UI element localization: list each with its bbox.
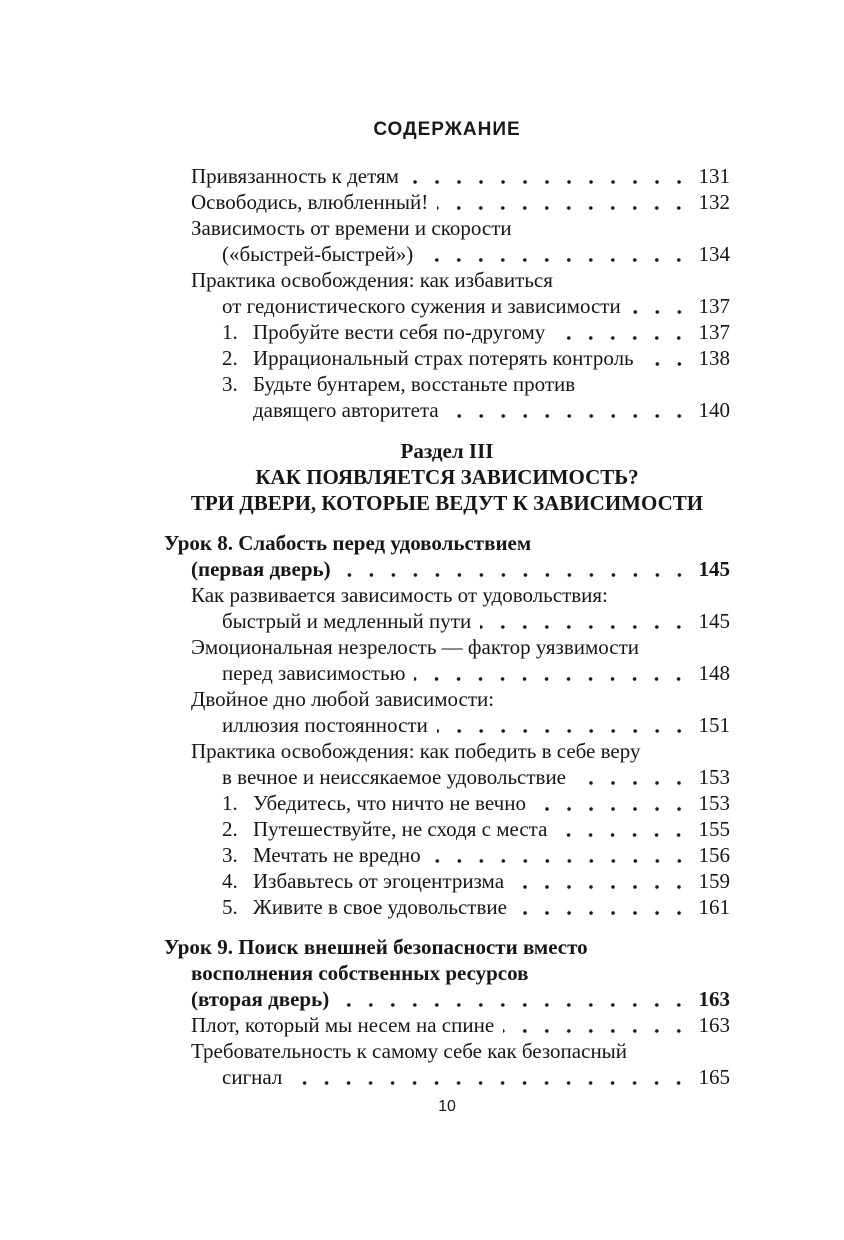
- entry-text: Избавьтесь от эгоцентризма: [253, 869, 505, 893]
- entry-text: Практика освобождения: как победить в себе веру: [191, 739, 641, 763]
- dot-leader: [414, 660, 690, 686]
- page-content: [164, 117, 730, 1090]
- toc-row: [164, 608, 730, 634]
- dot-leader: [437, 712, 690, 738]
- toc-row: [164, 660, 730, 686]
- entry-number: 3.: [222, 372, 238, 396]
- toc-row: [164, 556, 730, 582]
- section-heading-line: Раздел III: [400, 439, 494, 463]
- entry-text: Убедитесь, что ничто не вечно: [253, 791, 526, 815]
- toc-row: [164, 960, 730, 986]
- entries-block: [164, 163, 730, 423]
- toc-row: [164, 371, 730, 397]
- entry-text: Иррациональный страх потерять контроль: [253, 346, 634, 370]
- entries-block: [164, 934, 730, 1090]
- entry-number: 5.: [222, 895, 238, 919]
- entry-page-number: 138: [698, 346, 730, 370]
- toc-row: [164, 241, 730, 267]
- toc-row: [164, 868, 730, 894]
- entry-text: Урок 9. Поиск внешней безопасности вместо: [164, 935, 588, 959]
- entry-text: Живите в свое удовольствие: [253, 895, 507, 919]
- dot-leader: [430, 842, 690, 868]
- toc-row: [164, 764, 730, 790]
- dot-leader: [437, 189, 690, 215]
- entry-text: Зависимость от времени и скорости: [191, 216, 512, 240]
- dot-leader: [513, 868, 690, 894]
- entry-text: (вторая дверь): [191, 987, 330, 1011]
- entry-text: Требовательность к самому себе как безопасный: [191, 1039, 628, 1063]
- dot-leader: [503, 1012, 690, 1038]
- entry-page-number: 137: [698, 294, 730, 318]
- section-heading: [164, 438, 730, 516]
- entry-page-number: 151: [698, 713, 730, 737]
- dot-leader: [554, 319, 690, 345]
- dot-leader: [422, 241, 690, 267]
- entry-number: 2.: [222, 346, 238, 370]
- dot-leader: [575, 764, 690, 790]
- entry-page-number: 153: [698, 791, 730, 815]
- entry-text: Урок 8. Слабость перед удовольствием: [164, 531, 532, 555]
- entry-page-number: 163: [698, 987, 730, 1011]
- folio-page-number: 10: [438, 1098, 456, 1115]
- dot-leader: [338, 986, 690, 1012]
- entry-page-number: 163: [698, 1013, 730, 1037]
- entry-text: восполнения собственных ресурсов: [191, 961, 529, 985]
- dot-leader: [340, 556, 690, 582]
- dot-leader: [408, 163, 690, 189]
- toc-row: [164, 790, 730, 816]
- toc-row: [164, 345, 730, 371]
- entry-page-number: 156: [698, 843, 730, 867]
- entry-number: 3.: [222, 843, 238, 867]
- toc-row: [164, 397, 730, 423]
- entry-text: Практика освобождения: как избавиться: [191, 268, 553, 292]
- toc-row: [164, 319, 730, 345]
- entry-text: сигнал: [222, 1065, 283, 1089]
- entry-page-number: 140: [698, 398, 730, 422]
- dot-leader: [630, 293, 690, 319]
- entry-page-number: 134: [698, 242, 730, 266]
- section-heading-line: ТРИ ДВЕРИ, КОТОРЫЕ ВЕДУТ К ЗАВИСИМОСТИ: [190, 491, 704, 515]
- toc-row: [164, 986, 730, 1012]
- entry-page-number: 155: [698, 817, 730, 841]
- dot-leader: [516, 894, 690, 920]
- entry-text: быстрый и медленный пути: [222, 609, 472, 633]
- entry-page-number: 153: [698, 765, 730, 789]
- entry-page-number: 132: [698, 190, 730, 214]
- toc-row: [164, 842, 730, 868]
- entry-text: Мечтать не вредно: [253, 843, 421, 867]
- toc-row: [164, 1038, 730, 1064]
- entry-page-number: 148: [698, 661, 730, 685]
- entry-text: иллюзия постоянности: [222, 713, 428, 737]
- toc-row: [164, 267, 730, 293]
- entry-text: Плот, который мы несем на спине: [191, 1013, 495, 1037]
- entry-number: 2.: [222, 817, 238, 841]
- entry-text: Путешествуйте, не сходя с места: [253, 817, 548, 841]
- toc-row: [164, 189, 730, 215]
- entry-text: (первая дверь): [191, 557, 331, 581]
- entry-text: («быстрей-быстрей»): [222, 242, 414, 266]
- toc-row: [164, 686, 730, 712]
- entry-number: 1.: [222, 320, 238, 344]
- toc-row: [164, 934, 730, 960]
- dot-leader: [448, 397, 690, 423]
- entry-page-number: 137: [698, 320, 730, 344]
- entry-page-number: 145: [698, 609, 730, 633]
- entry-page-number: 131: [698, 164, 730, 188]
- dot-leader: [535, 790, 690, 816]
- entry-text: Освободись, влюбленный!: [191, 190, 429, 214]
- toc-row: [164, 293, 730, 319]
- dot-leader: [480, 608, 690, 634]
- toc-row: [164, 894, 730, 920]
- entry-number: 4.: [222, 869, 238, 893]
- entry-page-number: 145: [698, 557, 730, 581]
- toc-row: [164, 816, 730, 842]
- section-heading-line: КАК ПОЯВЛЯЕТСЯ ЗАВИСИМОСТЬ?: [255, 465, 639, 489]
- toc-row: [164, 712, 730, 738]
- entries-block: [164, 530, 730, 920]
- toc-row: [164, 1012, 730, 1038]
- toc-row: [164, 634, 730, 660]
- toc: [164, 163, 730, 1090]
- entry-number: 1.: [222, 791, 238, 815]
- toc-row: [164, 215, 730, 241]
- entry-page-number: 161: [698, 895, 730, 919]
- toc-row: [164, 163, 730, 189]
- entry-text: в вечное и неиссякаемое удовольствие: [222, 765, 566, 789]
- entry-text: Привязанность к детям: [191, 164, 399, 188]
- toc-row: [164, 582, 730, 608]
- entry-text: Будьте бунтарем, восстаньте против: [253, 372, 576, 396]
- entry-page-number: 159: [698, 869, 730, 893]
- entry-text: Как развивается зависимость от удовольствия:: [191, 583, 608, 607]
- entry-text: Пробуйте вести себя по-другому: [253, 320, 546, 344]
- entry-text: Двойное дно любой зависимости:: [191, 687, 495, 711]
- entry-text: Эмоциональная незрелость — фактор уязвимости: [191, 635, 640, 659]
- entry-page-number: 165: [698, 1065, 730, 1089]
- entry-text: перед зависимостью: [222, 661, 406, 685]
- toc-row: [164, 1064, 730, 1090]
- entry-text: от гедонистического сужения и зависимости: [222, 294, 621, 318]
- dot-leader: [643, 345, 690, 371]
- toc-row: [164, 530, 730, 556]
- page-title: СОДЕРЖАНИЕ: [373, 119, 521, 140]
- dot-leader: [291, 1064, 690, 1090]
- toc-row: [164, 738, 730, 764]
- entry-text: давящего авторитета: [253, 398, 439, 422]
- dot-leader: [556, 816, 690, 842]
